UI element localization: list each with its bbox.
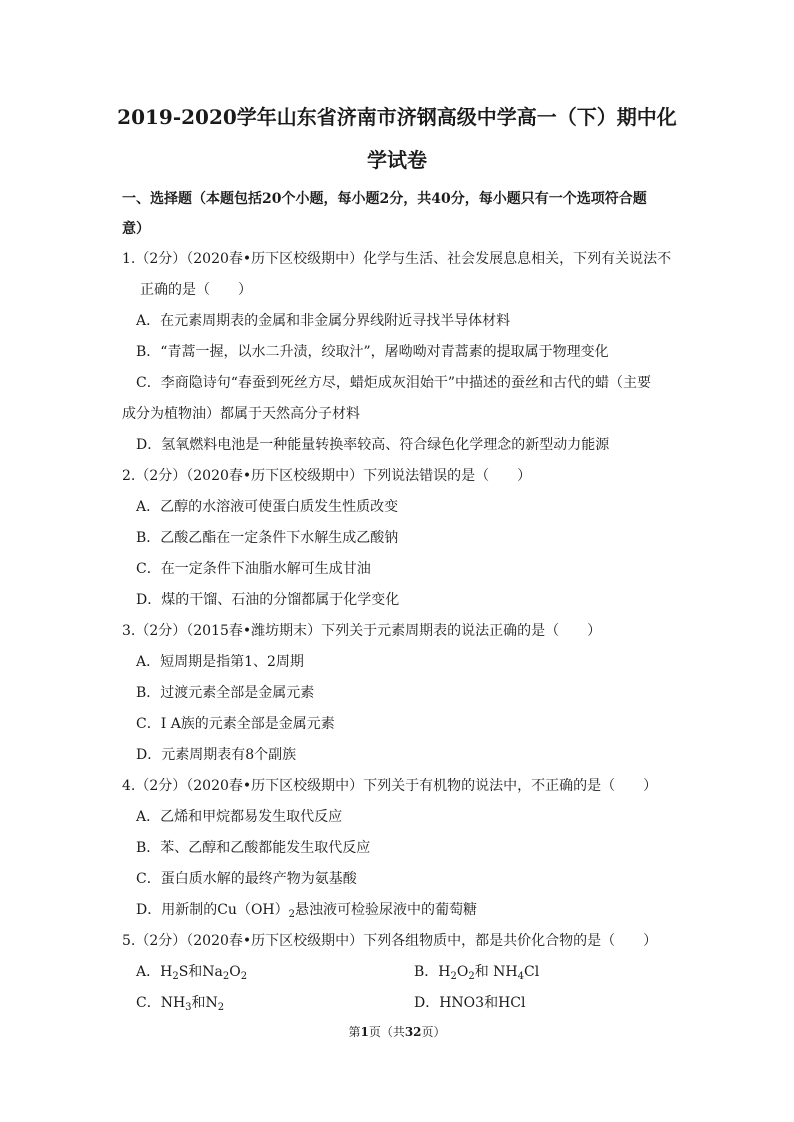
question-1-option-c: C．李商隐诗句“春蚕到死丝方尽，蜡炬成灰泪始干”中描述的蚕丝和古代的蜡（主要 xyxy=(136,375,652,391)
question-3-option-d: D．元素周期表有8个副族 xyxy=(136,747,297,763)
question-1-stem-continued: 正确的是（ ） xyxy=(140,282,252,298)
question-2-option-b: B．乙酸乙酯在一定条件下水解生成乙酸钠 xyxy=(136,530,399,546)
question-1-option-a: A．在元素周期表的金属和非金属分界线附近寻找半导体材料 xyxy=(136,313,511,329)
exam-title-line-1: 2019-2020学年山东省济南市济钢高级中学高一（下）期中化 xyxy=(117,105,677,129)
section-heading-continued: 意） xyxy=(122,221,150,237)
question-5-option-a: A．$H_2S$和$Na_2O_2$ xyxy=(136,964,248,982)
question-4-option-d: D．用新制的$Cu(OH)_2$悬浊液可检验尿液中的葡萄糖 xyxy=(136,902,478,920)
question-5-option-c: C．$NH_3$和$N_2$ xyxy=(136,995,225,1013)
question-2-option-c: C．在一定条件下油脂水解可生成甘油 xyxy=(136,561,371,577)
question-2-option-d: D．煤的干馏、石油的分馏都属于化学变化 xyxy=(136,592,400,608)
page-footer: 第1页（共32页） xyxy=(348,1025,446,1039)
question-3-option-a: A．短周期是指第1、2周期 xyxy=(136,654,304,670)
exam-title-line-2: 学试卷 xyxy=(367,148,427,172)
question-3-stem: 3.（2分）（2015春•潍坊期末）下列关于元素周期表的说法正确的是（ ） xyxy=(122,623,602,639)
question-2-option-a: A．乙醇的水溶液可使蛋白质发生性质改变 xyxy=(136,499,399,515)
section-heading: 一、选择题（本题包括20个小题，每小题2分，共40分，每小题只有一个选项符合题 xyxy=(122,191,647,207)
question-4-option-c: C．蛋白质水解的最终产物为氨基酸 xyxy=(136,871,357,887)
question-1-option-d: D．氢氧燃料电池是一种能量转换率较高、符合绿色化学理念的新型动力能源 xyxy=(136,437,610,453)
question-3-option-b: B．过渡元素全部是金属元素 xyxy=(136,685,315,701)
question-2-stem: 2.（2分）（2020春•历下区校级期中）下列说法错误的是（ ） xyxy=(122,468,532,484)
question-1-stem: 1.（2分）（2020春•历下区校级期中）化学与生活、社会发展息息相关，下列有关说法不 xyxy=(122,251,672,267)
question-4-option-b: B．苯、乙醇和乙酸都能发生取代反应 xyxy=(136,840,371,856)
question-5-stem: 5.（2分）（2020春•历下区校级期中）下列各组物质中，都是共价化合物的是（ ） xyxy=(122,933,658,949)
question-1-option-c-continued: 成分为植物油）都属于天然高分子材料 xyxy=(122,406,360,422)
question-5-option-b: B．$H_2O_2$和 $NH_4Cl$ xyxy=(414,964,540,982)
question-4-option-a: A．乙烯和甲烷都易发生取代反应 xyxy=(136,809,343,825)
question-3-option-c: C．I A族的元素全部是金属元素 xyxy=(136,716,335,732)
question-4-stem: 4.（2分）（2020春•历下区校级期中）下列关于有机物的说法中，不正确的是（ ） xyxy=(122,778,658,794)
question-5-option-d: D．HNO3和HCl xyxy=(414,995,526,1011)
question-1-option-b: B．“青蒿一握，以水二升渍，绞取汁”，屠呦呦对青蒿素的提取属于物理变化 xyxy=(136,344,609,360)
